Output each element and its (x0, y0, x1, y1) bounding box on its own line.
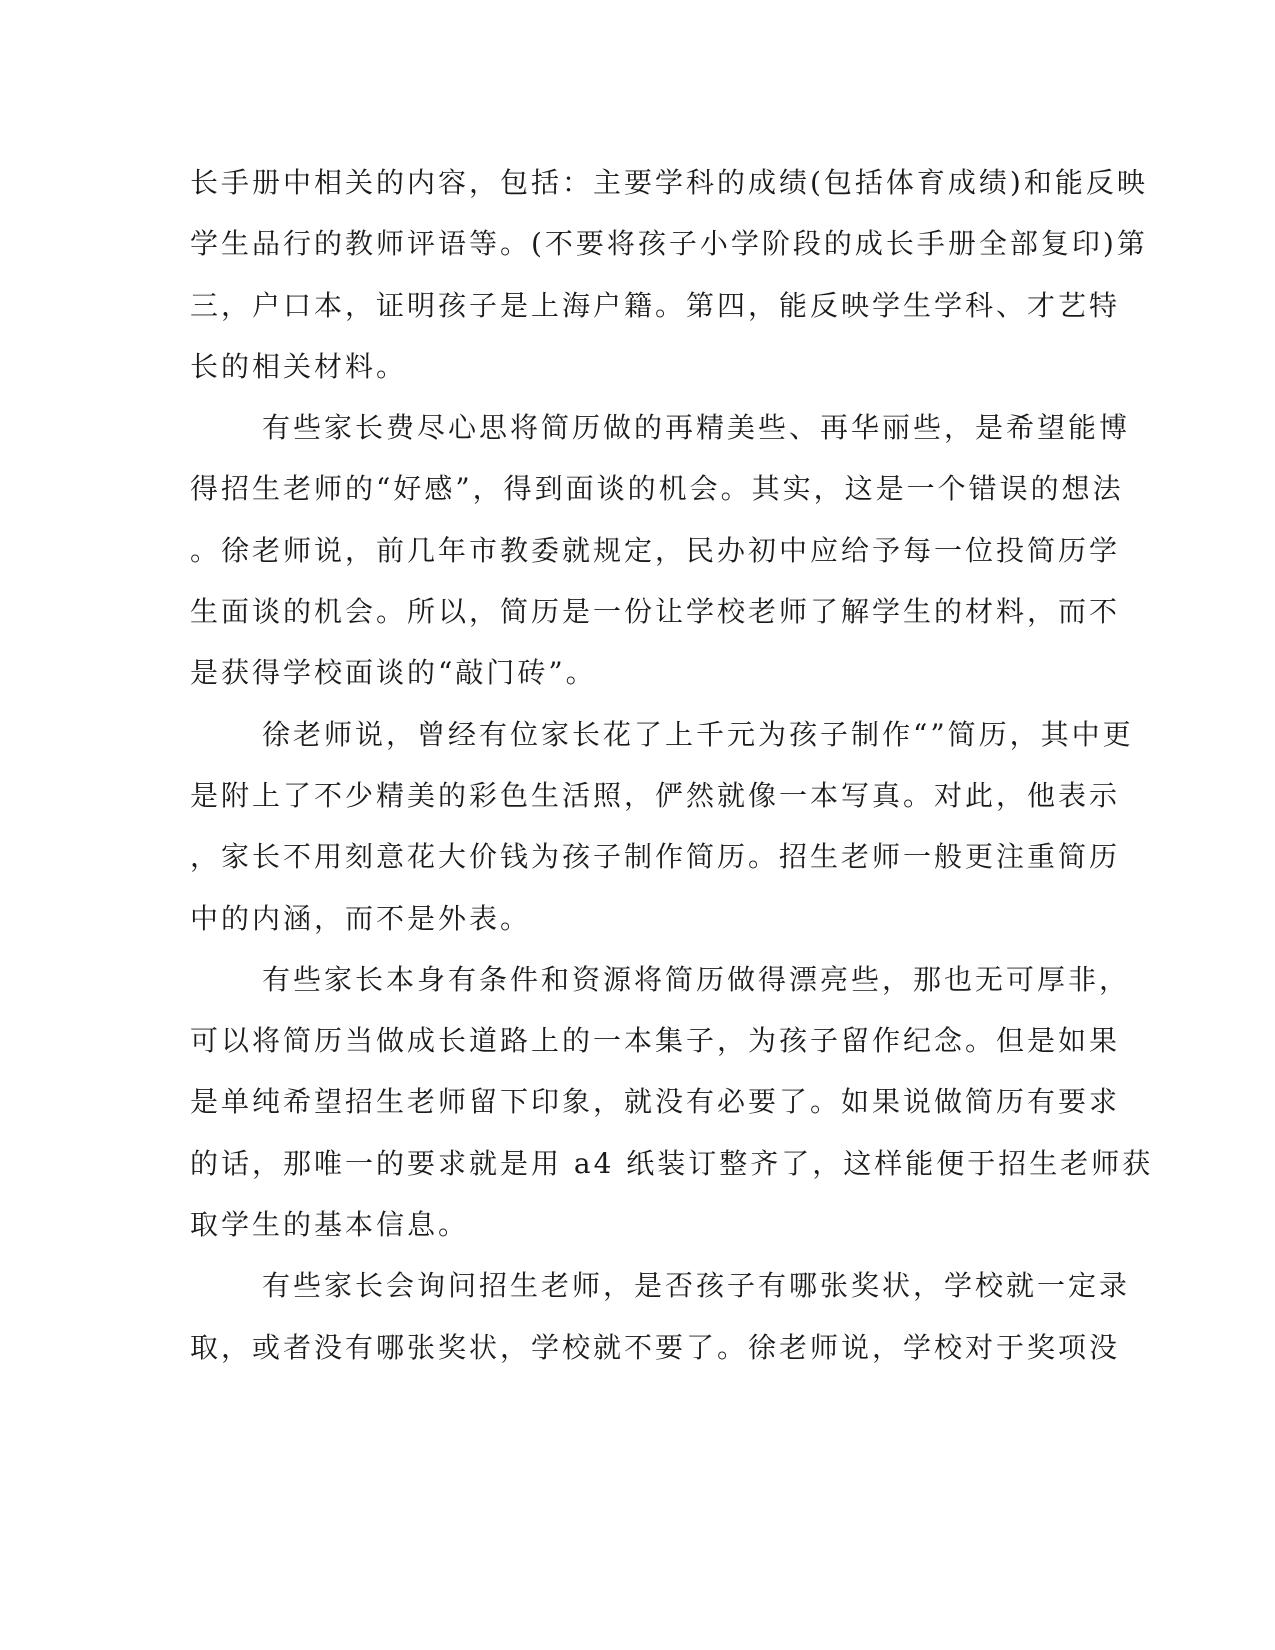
text-line: 取学生的基本信息。 (190, 1208, 470, 1242)
text-line: 生面谈的机会。所以，简历是一份让学校老师了解学生的材料，而不 (190, 595, 1121, 629)
paragraph-first-line: 有些家长会询问招生老师，是否孩子有哪张奖状，学校就一定录 (262, 1269, 1131, 1303)
text-line: 中的内涵，而不是外表。 (190, 901, 532, 935)
text-line: 是获得学校面谈的“敲门砖”。 (190, 656, 597, 690)
text-line: 三，户口本，证明孩子是上海户籍。第四，能反映学生学科、才艺特 (190, 288, 1121, 322)
text-line: 可以将简历当做成长道路上的一本集子，为孩子留作纪念。但是如果 (190, 1024, 1121, 1058)
text-line: 是附上了不少精美的彩色生活照，俨然就像一本写真。对此，他表示 (190, 778, 1121, 812)
text-line: 长手册中相关的内容，包括：主要学科的成绩(包括体育成绩)和能反映 (190, 166, 1148, 199)
text-line: 学生品行的教师评语等。(不要将孩子小学阶段的成长手册全部复印)第 (190, 227, 1148, 261)
text-line: 的话，那唯一的要求就是用 a4 纸装订整齐了，这样能便于招生老师获 (190, 1146, 1154, 1180)
text-line: 。徐老师说，前几年市教委就规定，民办初中应给予每一位投简历学 (190, 533, 1121, 567)
body-text (190, 162, 1154, 1388)
text-line: 长的相关材料。 (190, 349, 408, 383)
paragraph-first-line: 有些家长费尽心思将简历做的再精美些、再华丽些，是希望能博 (262, 411, 1131, 445)
text-line: 取，或者没有哪张奖状，学校就不要了。徐老师说，学校对于奖项没 (190, 1330, 1121, 1364)
paragraph-first-line: 徐老师说，曾经有位家长花了上千元为孩子制作“”简历，其中更 (262, 717, 1134, 751)
text-line: ，家长不用刻意花大价钱为孩子制作简历。招生老师一般更注重简历 (190, 840, 1121, 874)
text-line: 是单纯希望招生老师留下印象，就没有必要了。如果说做简历有要求 (190, 1085, 1121, 1119)
text-line: 得招生老师的“好感”，得到面谈的机会。其实，这是一个错误的想法 (190, 472, 1124, 506)
paragraph-first-line: 有些家长本身有条件和资源将简历做得漂亮些，那也无可厚非， (262, 962, 1131, 996)
